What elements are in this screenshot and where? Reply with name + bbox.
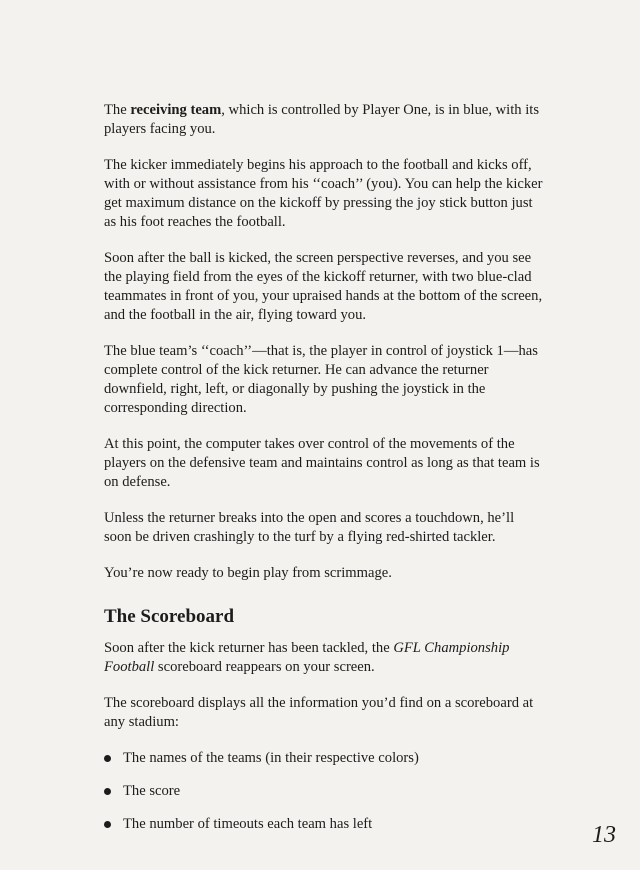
list-item [104,749,544,768]
intro-prefix: Soon after the kick returner has been tackled, the [104,640,394,656]
paragraph-prefix: The [104,102,131,118]
list-item [104,815,544,834]
page-content [104,101,544,848]
paragraph-computer-control: At this point, the computer takes over control of the movements of the players on the defensive team and maintains control as long as that team is on defense. [104,436,540,490]
bullet-icon [104,788,111,795]
paragraph-scoreboard-intro [104,639,544,677]
list-item-text: The names of the teams (in their respective colors) [123,750,419,766]
paragraph-receiving-team [104,101,544,139]
paragraph-suffix: , which is controlled by Player One, is in blue, with its players facing you. [104,102,540,137]
section-heading: The Scoreboard [104,606,235,627]
intro-suffix: scoreboard reappears on your screen. [154,659,375,675]
bullet-icon [104,821,111,828]
page-number: 13 [592,822,616,848]
paragraph-coach-control: The blue team’s ‘‘coach’’—that is, the player in control of joystick 1—has complete control of the kick returner. He can advance the returner downfield, right, left, or diagonally by pushing the joystick in the corresponding direction. [104,343,538,416]
paragraph-tackle: Unless the returner breaks into the open and scores a touchdown, he’ll soon be driven crashingly to the turf by a flying red-shirted tackler. [104,510,515,545]
list-item-text: The number of timeouts each team has left [123,816,373,832]
paragraph-scoreboard-info: The scoreboard displays all the information you’d find on a scoreboard at any stadium: [104,695,534,730]
bullet-list [104,749,544,834]
list-item-text: The score [123,783,181,799]
paragraph-perspective: Soon after the ball is kicked, the screen perspective reverses, and you see the playing field from the eyes of the kickoff returner, with two blue-clad teammates in front of you, your upraised hands at the bottom of the screen, and the football in the air, flying toward you. [104,250,543,323]
receiving-team-term: receiving team [130,102,222,118]
bullet-icon [104,755,111,762]
list-item [104,782,544,801]
paragraph-kickoff: The kicker immediately begins his approach to the football and kicks off, with or without assistance from his ‘‘coach’’ (you). You can help the kicker get maximum distance on the kickoff by pressing the joy stick button just as his foot reaches the football. [104,157,543,230]
paragraph-scrimmage: You’re now ready to begin play from scrimmage. [104,565,392,581]
game-title: GFL Championship Football [104,640,510,675]
